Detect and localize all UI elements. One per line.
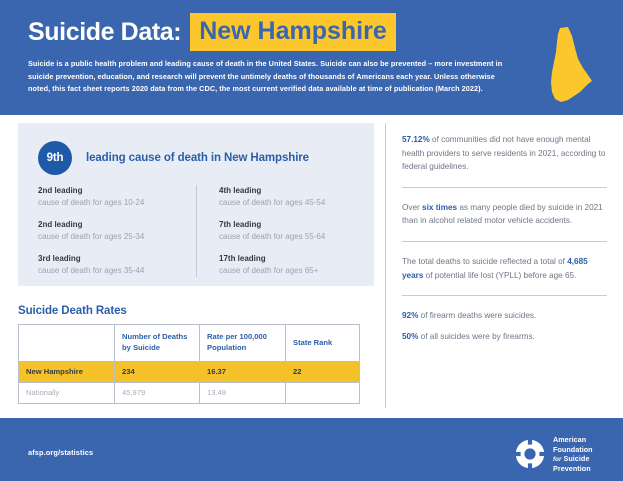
logo-line-suicide: Suicide	[563, 454, 590, 463]
age-group-desc: cause of death for ages 10-24	[38, 198, 145, 207]
stat-highlight: 50%	[402, 331, 419, 341]
stat-item	[402, 188, 607, 242]
row-rank	[286, 382, 360, 403]
suicide-death-rates-table	[18, 324, 360, 404]
header-line-2: Population	[207, 343, 247, 353]
stat-item	[402, 133, 607, 188]
stat-item	[402, 242, 607, 296]
page-title	[28, 13, 396, 51]
right-column-statistics	[402, 133, 607, 350]
logo-line-for: for	[553, 456, 562, 463]
row-label: Nationally	[19, 382, 115, 403]
age-group-item	[219, 185, 344, 209]
header-line-2: by Suicide	[122, 343, 160, 353]
table-row	[19, 382, 360, 403]
stat-text: of communities did not have enough mental health providers to serve residents in 2021, according to federal guidelines.	[402, 135, 606, 172]
left-column	[18, 123, 374, 428]
age-group-item	[219, 253, 344, 277]
stat-highlight: 4,685 years	[402, 257, 588, 280]
afsp-logo	[515, 435, 593, 474]
age-group-rank: 7th leading	[219, 220, 262, 229]
age-group-rank: 17th leading	[219, 254, 266, 263]
age-group-column-left	[38, 185, 196, 277]
table-header-blank	[19, 325, 115, 362]
logo-line-american: American	[553, 435, 587, 444]
age-group-desc: cause of death for ages 35-44	[38, 266, 145, 275]
row-label: New Hampshire	[19, 361, 115, 382]
table-header-row	[19, 325, 360, 362]
age-group-desc: cause of death for ages 65+	[219, 266, 319, 275]
row-deaths: 45,979	[115, 382, 200, 403]
age-group-column-right	[196, 185, 354, 277]
age-group-rank: 2nd leading	[38, 220, 83, 229]
row-rate: 16.37	[200, 361, 286, 382]
header-banner	[0, 0, 623, 115]
stat-text: as many people died by suicide in 2021 than in alcohol related motor vehicle accidents.	[402, 202, 603, 226]
title-state-highlight: New Hampshire	[190, 13, 396, 51]
stat-text: of firearm deaths were suicides.	[418, 311, 537, 321]
age-group-rank: 3rd leading	[38, 254, 81, 263]
stat-text: Over	[402, 202, 423, 212]
stat-highlight: 92%	[402, 311, 419, 321]
row-deaths: 234	[115, 361, 200, 382]
new-hampshire-map-icon	[528, 26, 596, 104]
age-group-item	[219, 219, 344, 243]
leading-cause-header	[38, 141, 309, 175]
footer-url[interactable]: afsp.org/statistics	[28, 448, 94, 457]
age-group-desc: cause of death for ages 55-64	[219, 232, 326, 241]
age-group-item	[38, 185, 186, 209]
afsp-logo-text	[553, 435, 593, 474]
table-header-deaths	[115, 325, 200, 362]
life-preserver-icon	[515, 439, 545, 469]
stat-item	[402, 330, 607, 351]
age-group-grid	[38, 185, 354, 277]
intro-paragraph: Suicide is a public health problem and leading cause of death in the United States. Suicide can also be prevented – more investment in suicide prevention, education, and research will prevent the untimely deaths of thousands of Americans each year. Unless otherwise noted, this fact sheet reports 2020 data from the CDC, the most current verified data available at time of publication (March 2022).	[28, 59, 503, 94]
table-row	[19, 361, 360, 382]
stat-item	[402, 296, 607, 330]
age-group-rank: 4th leading	[219, 186, 262, 195]
stat-highlight: six times	[422, 202, 458, 212]
row-rate: 13.48	[200, 382, 286, 403]
age-group-item	[38, 219, 186, 243]
row-rank: 22	[286, 361, 360, 382]
table-header-rate	[200, 325, 286, 362]
rank-badge: 9th	[38, 141, 72, 175]
age-group-desc: cause of death for ages 25-34	[38, 232, 145, 241]
stat-highlight: 57.12%	[402, 135, 430, 144]
leading-cause-headline: leading cause of death in New Hampshire	[86, 152, 309, 164]
age-group-rank: 2nd leading	[38, 186, 83, 195]
table-header-rank: State Rank	[286, 325, 360, 362]
stat-text: of all suicides were by firearms.	[418, 331, 535, 341]
header-line-1: Rate per 100,000	[207, 332, 267, 341]
title-main: Suicide Data:	[28, 17, 182, 46]
stat-text: of potential life lost (YPLL) before age 65.	[423, 270, 577, 280]
age-group-item	[38, 253, 186, 277]
logo-line-prevention: Prevention	[553, 464, 591, 474]
logo-line-foundation: Foundation	[553, 444, 593, 454]
age-group-desc: cause of death for ages 45-54	[219, 198, 326, 207]
body-content	[0, 115, 623, 418]
leading-cause-panel	[18, 123, 374, 286]
header-line-1: Number of Deaths	[122, 332, 188, 341]
rates-section-title: Suicide Death Rates	[18, 305, 127, 317]
footer-banner	[0, 418, 623, 481]
stat-text: The total deaths to suicide reflected a total of	[402, 257, 568, 267]
column-divider	[385, 123, 386, 408]
